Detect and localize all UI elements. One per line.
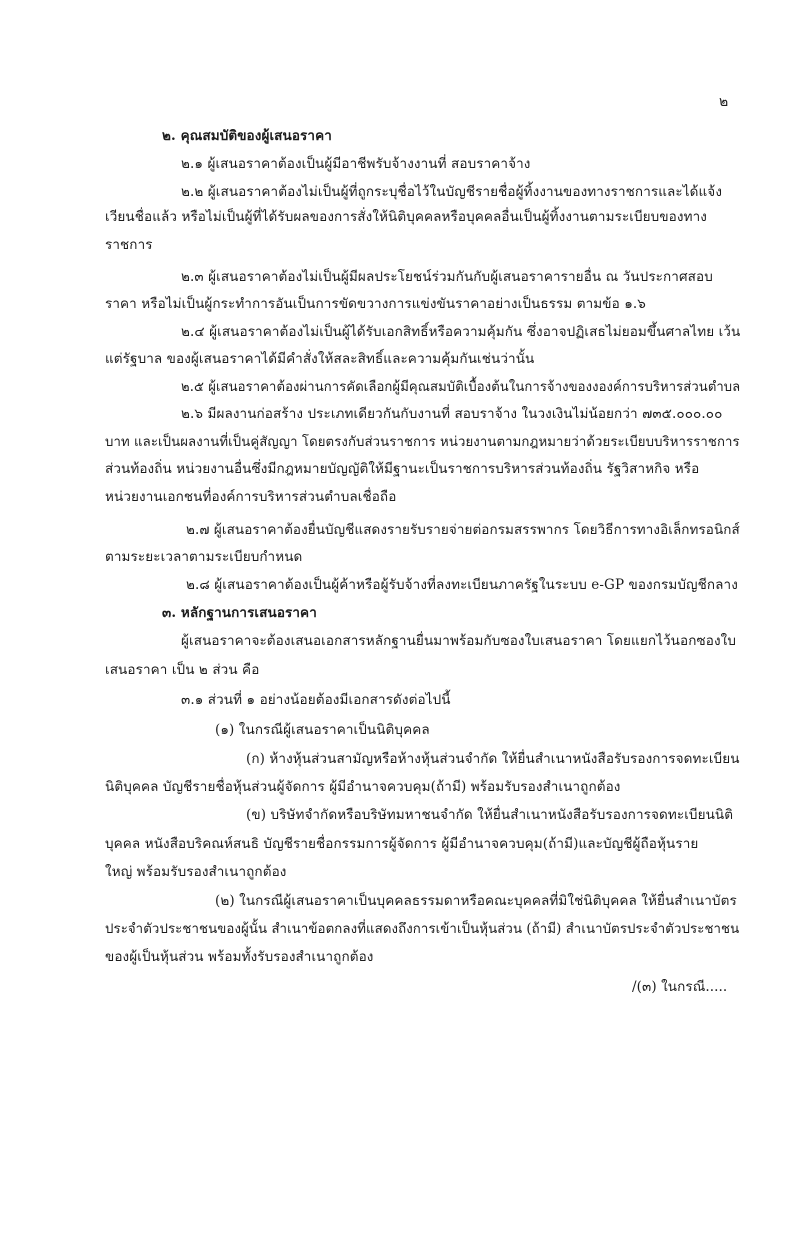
clause-2-4-line-2: แต่รัฐบาล ของผู้เสนอราคาได้มีคำสั่งให้สละสิทธิ์และความคุ้มกันเช่นว่านั้น — [105, 351, 535, 367]
clause-3-1-1-b-line-1: (ข) บริษัทจำกัดหรือบริษัทมหาชนจำกัด ให้ยื่นสำเนาหนังสือรับรองการจดทะเบียนนิติ — [246, 807, 734, 823]
clause-2-6-line-3: ส่วนท้องถิ่น หน่วยงานอื่นซึ่งมีกฎหมายบัญญัติให้มีฐานะเป็นราชการบริหารส่วนท้องถิ่น รัฐวิสาหกิจ หรือ — [105, 461, 700, 477]
section-heading-evidence: ๓. หลักฐานการเสนอราคา — [162, 605, 317, 621]
clause-2-2-line-2: เวียนชื่อแล้ว หรือไม่เป็นผู้ที่ได้รับผลของการสั่งให้นิติบุคคลหรือบุคคลอื่นเป็นผู้ทิ้งงานตามระเบียบของทาง — [105, 209, 707, 225]
clause-3-1-1-a-line-1: (ก) ห้างหุ้นส่วนสามัญหรือห้างหุ้นส่วนจำกัด ให้ยื่นสำเนาหนังสือรับรองการจดทะเบียน — [246, 751, 740, 767]
evidence-intro-line-1: ผู้เสนอราคาจะต้องเสนอเอกสารหลักฐานยื่นมาพร้อมกับซองใบเสนอราคา โดยแยกไว้นอกซองใบ — [181, 633, 737, 649]
clause-3-1-2-line-1: (๒) ในกรณีผู้เสนอราคาเป็นบุคคลธรรมดาหรือคณะบุคคลที่มิใช่นิติบุคคล ให้ยื่นสำเนาบัตร — [215, 893, 737, 909]
clause-2-8: ๒.๘ ผู้เสนอราคาต้องเป็นผู้ค้าหรือผู้รับจ้างที่ลงทะเบียนภาครัฐในระบบ e-GP ของกรมบัญชีกลาง — [186, 577, 738, 593]
clause-3-1-1: (๑) ในกรณีผู้เสนอราคาเป็นนิติบุคคล — [215, 722, 430, 738]
clause-3-1: ๓.๑ ส่วนที่ ๑ อย่างน้อยต้องมีเอกสารดังต่อไปนี้ — [181, 692, 451, 708]
clause-3-1-1-b-line-2: บุคคล หนังสือบริคณห์สนธิ บัญชีรายชื่อกรรมการผู้จัดการ ผู้มีอำนาจควบคุม(ถ้ามี)และบัญชีผู้ถือหุ้นราย — [105, 836, 699, 852]
clause-2-3-line-1: ๒.๓ ผู้เสนอราคาต้องไม่เป็นผู้มีผลประโยชน์ร่วมกันกับผู้เสนอราคารายอื่น ณ วันประกาศสอบ — [181, 269, 713, 285]
clause-2-7-line-1: ๒.๗ ผู้เสนอราคาต้องยื่นบัญชีแสดงรายรับรายจ่ายต่อกรมสรรพากร โดยวิธีการทางอิเล็กทรอนิกส์ — [186, 522, 740, 538]
clause-2-6-line-2: บาท และเป็นผลงานที่เป็นคู่สัญญา โดยตรงกับส่วนราชการ หน่วยงานตามกฎหมายว่าด้วยระเบียบบริหารราชการ — [105, 434, 740, 450]
clause-2-5: ๒.๕ ผู้เสนอราคาต้องผ่านการคัดเลือกผู้มีคุณสมบัติเบื้องต้นในการจ้างของงองค์การบริหารส่วนตำบล — [181, 379, 741, 395]
continuation-note: /(๓) ในกรณี..... — [632, 979, 728, 995]
clause-3-1-1-b-line-3: ใหญ่ พร้อมรับรองสำเนาถูกต้อง — [105, 864, 287, 880]
clause-2-1: ๒.๑ ผู้เสนอราคาต้องเป็นผู้มีอาชีพรับจ้างงานที่ สอบราคาจ้าง — [181, 156, 531, 172]
clause-3-1-1-a-line-2: นิติบุคคล บัญชีรายชื่อหุ้นส่วนผู้จัดการ ผู้มีอำนาจควบคุม(ถ้ามี) พร้อมรับรองสำเนาถูกต้อง — [105, 779, 621, 795]
clause-2-3-line-2: ราคา หรือไม่เป็นผู้กระทำการอันเป็นการขัดขวางการแข่งขันราคาอย่างเป็นธรรม ตามข้อ ๑.๖ — [105, 296, 646, 312]
clause-2-6-line-4: หน่วยงานเอกชนที่องค์การบริหารส่วนตำบลเชื่อถือ — [105, 489, 397, 505]
section-heading-qualifications: ๒. คุณสมบัติของผู้เสนอราคา — [162, 128, 332, 144]
page-number: ๒ — [719, 94, 729, 110]
evidence-intro-line-2: เสนอราคา เป็น ๒ ส่วน คือ — [105, 662, 260, 678]
clause-2-7-line-2: ตามระยะเวลาตามระเบียบกำหนด — [105, 549, 303, 565]
clause-2-2-line-1: ๒.๒ ผู้เสนอราคาต้องไม่เป็นผู้ที่ถูกระบุชื่อไว้ในบัญชีรายชื่อผู้ทิ้งงานของทางราชการและได้แจ้ง — [181, 184, 723, 200]
clause-3-1-2-line-3: ของผู้เป็นหุ้นส่วน พร้อมทั้งรับรองสำเนาถูกต้อง — [105, 949, 374, 965]
clause-2-2-line-3: ราชการ — [105, 237, 153, 253]
clause-3-1-2-line-2: ประจำตัวประชาชนของผู้นั้น สำเนาข้อตกลงที่แสดงถึงการเข้าเป็นหุ้นส่วน (ถ้ามี) สำเนาบัตรประจำตัวประชาชน — [105, 921, 740, 937]
clause-2-4-line-1: ๒.๔ ผู้เสนอราคาต้องไม่เป็นผู้ได้รับเอกสิทธิ์หรือความคุ้มกัน ซึ่งอาจปฏิเสธไม่ยอมขึ้นศาลไทย เว้น — [181, 324, 741, 340]
clause-2-6-line-1: ๒.๖ มีผลงานก่อสร้าง ประเภทเดียวกันกับงานที่ สอบราจ้าง ในวงเงินไม่น้อยกว่า ๗๓๕.๐๐๐.๐๐ — [181, 406, 723, 422]
